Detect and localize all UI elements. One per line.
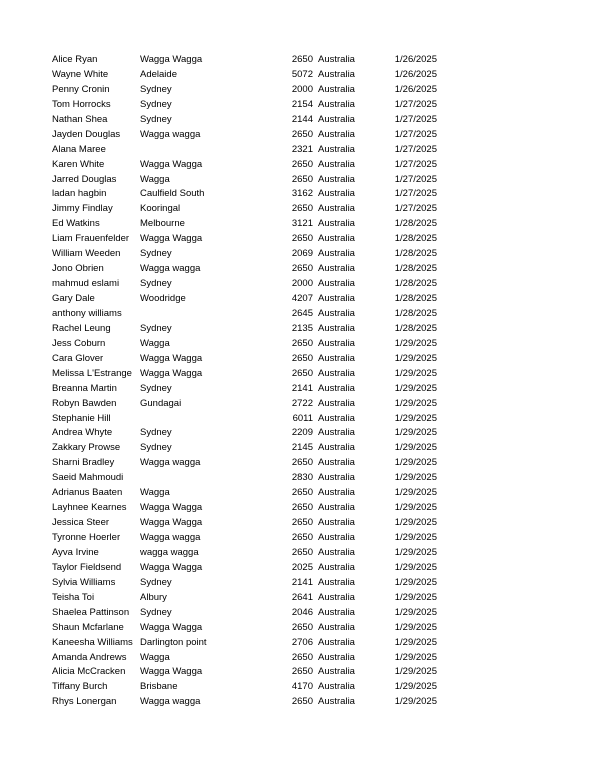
name-cell: Penny Cronin [52, 83, 110, 95]
table-row [0, 83, 600, 98]
table-row [0, 322, 600, 337]
date-cell: 1/29/2025 [394, 352, 437, 364]
name-cell: Jimmy Findlay [52, 203, 113, 215]
name-cell: Shaun Mcfarlane [52, 621, 124, 633]
name-cell: Ayva Irvine [52, 546, 99, 558]
city-cell: Wagga Wagga [140, 54, 203, 65]
country-cell: Australia [318, 681, 355, 693]
city-cell: Sydney [140, 322, 172, 334]
postcode-cell: 2145 [291, 442, 313, 454]
table-row [0, 173, 600, 188]
postcode-cell: 2650 [291, 54, 313, 65]
country-cell: Australia [318, 666, 355, 678]
name-cell: Adrianus Baaten [52, 487, 123, 499]
name-cell: Rhys Lonergan [52, 696, 117, 708]
date-cell: 1/29/2025 [394, 397, 437, 409]
date-cell: 1/28/2025 [394, 248, 437, 260]
postcode-cell: 2144 [291, 113, 313, 125]
postcode-cell: 2141 [291, 576, 313, 588]
country-cell: Australia [318, 457, 355, 469]
city-cell: Caulfield South [140, 188, 205, 200]
postcode-cell: 2650 [291, 666, 313, 678]
name-cell: Tyronne Hoerler [52, 532, 121, 543]
postcode-cell: 2069 [291, 248, 313, 260]
postcode-cell: 2650 [291, 696, 313, 708]
table-row [0, 262, 600, 277]
city-cell: Sydney [140, 98, 172, 110]
country-cell: Australia [318, 98, 355, 110]
date-cell: 1/26/2025 [394, 54, 437, 65]
country-cell: Australia [318, 307, 355, 319]
city-cell: Sydney [140, 576, 172, 588]
table-row [0, 307, 600, 322]
name-cell: ladan hagbin [52, 188, 107, 200]
city-cell: Wagga Wagga [140, 561, 203, 573]
name-cell: Amanda Andrews [52, 651, 127, 663]
date-cell: 1/29/2025 [394, 681, 437, 693]
name-cell: Kaneesha Williams [52, 636, 133, 648]
date-cell: 1/27/2025 [394, 203, 437, 215]
date-cell: 1/27/2025 [394, 143, 437, 155]
country-cell: Australia [318, 248, 355, 260]
country-cell: Australia [318, 502, 355, 514]
date-cell: 1/29/2025 [394, 576, 437, 588]
date-cell: 1/29/2025 [394, 337, 437, 349]
name-cell: Breanna Martin [52, 382, 117, 394]
name-cell: Shaelea Pattinson [52, 606, 130, 618]
table-row [0, 665, 600, 680]
postcode-cell: 2650 [291, 203, 313, 215]
city-cell: Wagga [140, 337, 170, 349]
name-cell: Saeid Mahmoudi [52, 472, 124, 484]
city-cell: Albury [140, 591, 167, 603]
postcode-cell: 2141 [291, 382, 313, 394]
table-row [0, 576, 600, 591]
country-cell: Australia [318, 561, 355, 573]
postcode-cell: 3121 [291, 218, 313, 230]
table-row [0, 68, 600, 83]
table-row [0, 621, 600, 636]
country-cell: Australia [318, 472, 355, 484]
table-row [0, 217, 600, 232]
city-cell: wagga wagga [140, 546, 199, 558]
name-cell: Alana Maree [52, 143, 106, 155]
postcode-cell: 2650 [291, 651, 313, 663]
date-cell: 1/29/2025 [394, 696, 437, 708]
city-cell: Brisbane [140, 681, 178, 693]
country-cell: Australia [318, 203, 355, 215]
postcode-cell: 2209 [291, 427, 313, 439]
name-cell: Cara Glover [52, 352, 104, 364]
postcode-cell: 2641 [291, 591, 313, 603]
country-cell: Australia [318, 696, 355, 708]
name-cell: Jess Coburn [52, 337, 106, 349]
country-cell: Australia [318, 218, 355, 230]
postcode-cell: 2650 [291, 173, 313, 185]
name-cell: Jessica Steer [52, 517, 110, 529]
date-cell: 1/29/2025 [394, 532, 437, 543]
name-cell: Tiffany Burch [52, 681, 108, 693]
country-cell: Australia [318, 322, 355, 334]
date-cell: 1/29/2025 [394, 502, 437, 514]
name-cell: Taylor Fieldsend [52, 561, 122, 573]
city-cell: Sydney [140, 606, 172, 618]
date-cell: 1/29/2025 [394, 606, 437, 618]
date-cell: 1/29/2025 [394, 442, 437, 454]
city-cell: Sydney [140, 248, 172, 260]
date-cell: 1/28/2025 [394, 263, 437, 275]
country-cell: Australia [318, 532, 355, 543]
name-cell: Rachel Leung [52, 322, 111, 334]
date-cell: 1/29/2025 [394, 621, 437, 633]
table-row [0, 516, 600, 531]
city-cell: Sydney [140, 83, 172, 95]
name-cell: Tom Horrocks [52, 98, 111, 110]
city-cell: Adelaide [140, 68, 177, 80]
city-cell: Wagga wagga [140, 532, 201, 543]
postcode-cell: 5072 [291, 68, 313, 80]
country-cell: Australia [318, 158, 355, 170]
city-cell: Wagga wagga [140, 128, 201, 140]
postcode-cell: 2650 [291, 517, 313, 529]
table-row [0, 53, 600, 68]
name-cell: Zakkary Prowse [52, 442, 121, 454]
country-cell: Australia [318, 651, 355, 663]
table-row [0, 471, 600, 486]
name-cell: Karen White [52, 158, 105, 170]
name-cell: Wayne White [52, 68, 109, 80]
table-row [0, 426, 600, 441]
name-cell: Teisha Toi [52, 591, 95, 603]
postcode-cell: 2650 [291, 233, 313, 245]
date-cell: 1/27/2025 [394, 128, 437, 140]
table-row [0, 247, 600, 262]
country-cell: Australia [318, 636, 355, 648]
table-row [0, 232, 600, 247]
date-cell: 1/27/2025 [394, 113, 437, 125]
table-row [0, 546, 600, 561]
postcode-cell: 2650 [291, 337, 313, 349]
name-cell: Robyn Bawden [52, 397, 117, 409]
country-cell: Australia [318, 188, 355, 200]
date-cell: 1/28/2025 [394, 322, 437, 334]
name-cell: Liam Frauenfelder [52, 233, 130, 245]
table-row [0, 636, 600, 651]
postcode-cell: 2650 [291, 532, 313, 543]
name-cell: Alicia McCracken [52, 666, 126, 678]
table-row [0, 680, 600, 695]
city-cell: Woodridge [140, 293, 186, 304]
name-cell: Gary Dale [52, 293, 95, 304]
country-cell: Australia [318, 442, 355, 454]
city-cell: Wagga [140, 651, 170, 663]
country-cell: Australia [318, 367, 355, 379]
table-row [0, 352, 600, 367]
country-cell: Australia [318, 576, 355, 588]
name-cell: Sylvia Williams [52, 576, 116, 588]
table-row [0, 397, 600, 412]
postcode-cell: 4207 [291, 293, 313, 304]
city-cell: Melbourne [140, 218, 185, 230]
table-row [0, 382, 600, 397]
city-cell: Sydney [140, 113, 172, 125]
date-cell: 1/28/2025 [394, 218, 437, 230]
date-cell: 1/27/2025 [394, 158, 437, 170]
postcode-cell: 2000 [291, 83, 313, 95]
country-cell: Australia [318, 606, 355, 618]
date-cell: 1/27/2025 [394, 173, 437, 185]
postcode-cell: 2830 [291, 472, 313, 484]
date-cell: 1/29/2025 [394, 561, 437, 573]
table-row [0, 651, 600, 666]
date-cell: 1/29/2025 [394, 651, 437, 663]
date-cell: 1/26/2025 [394, 68, 437, 80]
city-cell: Wagga Wagga [140, 517, 203, 529]
city-cell: Wagga Wagga [140, 352, 203, 364]
country-cell: Australia [318, 83, 355, 95]
city-cell: Sydney [140, 382, 172, 394]
country-cell: Australia [318, 293, 355, 304]
date-cell: 1/28/2025 [394, 293, 437, 304]
country-cell: Australia [318, 621, 355, 633]
name-cell: Jono Obrien [52, 263, 104, 275]
table-row [0, 606, 600, 621]
postcode-cell: 4170 [291, 681, 313, 693]
name-cell: Ed Watkins [52, 218, 100, 230]
date-cell: 1/29/2025 [394, 666, 437, 678]
date-cell: 1/29/2025 [394, 382, 437, 394]
date-cell: 1/29/2025 [394, 367, 437, 379]
country-cell: Australia [318, 427, 355, 439]
date-cell: 1/28/2025 [394, 307, 437, 319]
date-cell: 1/27/2025 [394, 188, 437, 200]
postcode-cell: 2154 [291, 98, 313, 110]
name-cell: Jarred Douglas [52, 173, 117, 185]
city-cell: Wagga [140, 487, 170, 499]
name-cell: Jayden Douglas [52, 128, 121, 140]
postcode-cell: 2650 [291, 546, 313, 558]
city-cell: Sydney [140, 427, 172, 439]
country-cell: Australia [318, 337, 355, 349]
date-cell: 1/29/2025 [394, 636, 437, 648]
postcode-cell: 2650 [291, 128, 313, 140]
postcode-cell: 2650 [291, 263, 313, 275]
country-cell: Australia [318, 517, 355, 529]
postcode-cell: 2645 [291, 307, 313, 319]
date-cell: 1/29/2025 [394, 412, 437, 424]
date-cell: 1/28/2025 [394, 233, 437, 245]
postcode-cell: 2135 [291, 322, 313, 334]
postcode-cell: 2650 [291, 457, 313, 469]
city-cell: Wagga Wagga [140, 158, 203, 170]
city-cell: Wagga Wagga [140, 502, 203, 514]
date-cell: 1/28/2025 [394, 278, 437, 290]
name-cell: Stephanie Hill [52, 412, 111, 424]
postcode-cell: 2650 [291, 502, 313, 514]
table-row [0, 456, 600, 471]
name-cell: mahmud eslami [52, 278, 120, 290]
table-row [0, 292, 600, 307]
city-cell: Gundagai [140, 397, 182, 409]
city-cell: Kooringal [140, 203, 181, 215]
table-row [0, 486, 600, 501]
country-cell: Australia [318, 54, 355, 65]
table-row [0, 202, 600, 217]
table-row [0, 591, 600, 606]
country-cell: Australia [318, 487, 355, 499]
date-cell: 1/29/2025 [394, 472, 437, 484]
city-cell: Darlington point [140, 636, 207, 648]
country-cell: Australia [318, 397, 355, 409]
date-cell: 1/29/2025 [394, 427, 437, 439]
table-row [0, 531, 600, 546]
date-cell: 1/29/2025 [394, 457, 437, 469]
postcode-cell: 6011 [292, 412, 313, 424]
table-row [0, 367, 600, 382]
postcode-cell: 2722 [291, 397, 313, 409]
date-cell: 1/29/2025 [394, 487, 437, 499]
table-row [0, 143, 600, 158]
postcode-cell: 2650 [291, 367, 313, 379]
country-cell: Australia [318, 412, 355, 424]
postcode-cell: 2650 [291, 621, 313, 633]
city-cell: Wagga Wagga [140, 367, 203, 379]
city-cell: Sydney [140, 278, 172, 290]
name-cell: Sharni Bradley [52, 457, 115, 469]
postcode-cell: 2650 [291, 158, 313, 170]
country-cell: Australia [318, 143, 355, 155]
country-cell: Australia [318, 352, 355, 364]
country-cell: Australia [318, 173, 355, 185]
city-cell: Wagga wagga [140, 457, 201, 469]
postcode-cell: 2650 [291, 487, 313, 499]
table-row [0, 158, 600, 173]
postcode-cell: 2000 [291, 278, 313, 290]
postcode-cell: 2025 [291, 561, 313, 573]
name-cell: Melissa L'Estrange [52, 367, 132, 379]
country-cell: Australia [318, 128, 355, 140]
table-row [0, 501, 600, 516]
name-cell: William Weeden [52, 248, 121, 260]
country-cell: Australia [318, 113, 355, 125]
table-row [0, 128, 600, 143]
table-row [0, 98, 600, 113]
country-cell: Australia [318, 382, 355, 394]
name-cell: Andrea Whyte [52, 427, 113, 439]
name-cell: Layhnee Kearnes [52, 502, 127, 514]
name-cell: Alice Ryan [52, 54, 98, 65]
country-cell: Australia [318, 233, 355, 245]
table-row [0, 412, 600, 427]
name-cell: Nathan Shea [52, 113, 108, 125]
postcode-cell: 2650 [291, 352, 313, 364]
date-cell: 1/29/2025 [394, 591, 437, 603]
table-row [0, 561, 600, 576]
table-row [0, 187, 600, 202]
country-cell: Australia [318, 278, 355, 290]
country-cell: Australia [318, 263, 355, 275]
date-cell: 1/29/2025 [394, 546, 437, 558]
table-row [0, 695, 600, 710]
city-cell: Sydney [140, 442, 172, 454]
postcode-cell: 2706 [291, 636, 313, 648]
city-cell: Wagga wagga [140, 696, 201, 708]
country-cell: Australia [318, 68, 355, 80]
table-row [0, 441, 600, 456]
name-cell: anthony williams [52, 307, 122, 319]
city-cell: Wagga Wagga [140, 233, 203, 245]
postcode-cell: 2046 [291, 606, 313, 618]
postcode-cell: 2321 [291, 143, 313, 155]
data-table [0, 53, 600, 710]
city-cell: Wagga [140, 173, 170, 185]
postcode-cell: 3162 [291, 188, 313, 200]
date-cell: 1/29/2025 [394, 517, 437, 529]
table-row [0, 113, 600, 128]
table-row [0, 277, 600, 292]
country-cell: Australia [318, 591, 355, 603]
date-cell: 1/26/2025 [394, 83, 437, 95]
table-row [0, 337, 600, 352]
city-cell: Wagga Wagga [140, 621, 203, 633]
city-cell: Wagga wagga [140, 263, 201, 275]
date-cell: 1/27/2025 [394, 98, 437, 110]
city-cell: Wagga Wagga [140, 666, 203, 678]
country-cell: Australia [318, 546, 355, 558]
